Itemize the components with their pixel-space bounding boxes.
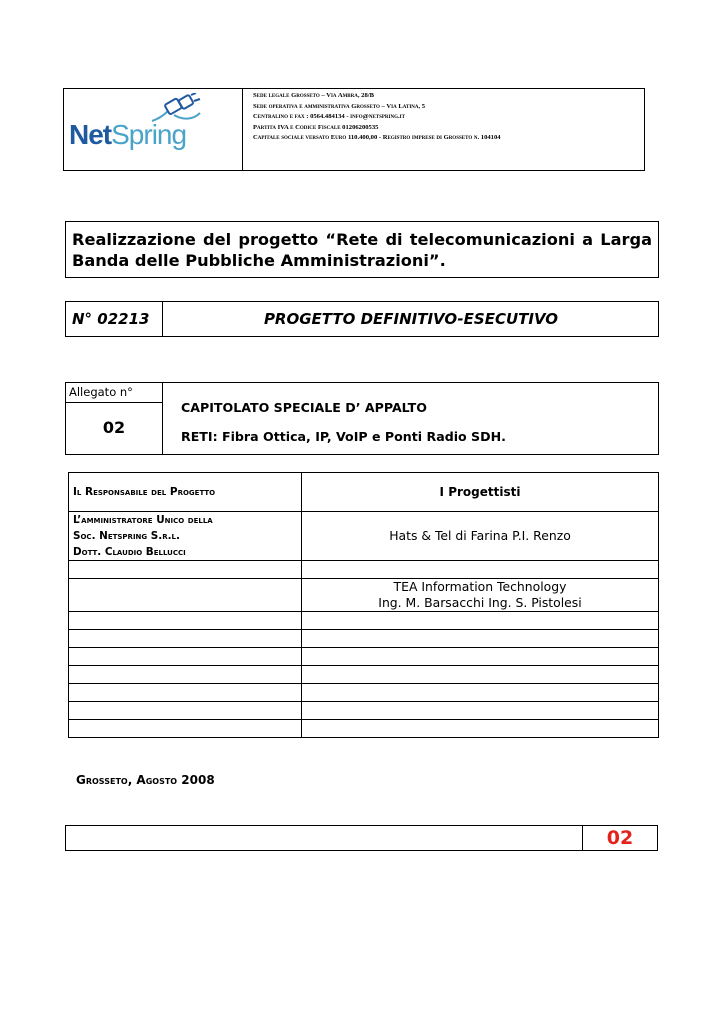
netspring-logo — [69, 119, 186, 151]
divider — [162, 383, 163, 454]
table-row — [69, 561, 659, 579]
responsabile-line: Dott. Claudio Bellucci — [73, 546, 186, 558]
table-cell — [69, 561, 302, 579]
info-line: Capitale sociale versato Euro 110.400,00 - Registro imprese di Grosseto n. 104104 — [253, 134, 501, 142]
attachment-number: 02 — [102, 418, 126, 437]
project-type: PROGETTO DEFINITIVO-ESECUTIVO — [263, 310, 559, 328]
table-cell — [302, 561, 659, 579]
logo-spring: Spring — [111, 119, 187, 150]
table-cell — [302, 612, 659, 630]
table-row — [69, 630, 659, 648]
col-header-responsabile: Il Responsabile del Progetto — [69, 473, 302, 512]
table-cell — [302, 630, 659, 648]
attachment-title: CAPITOLATO SPECIALE D’ APPALTO — [181, 400, 427, 415]
footer-box — [65, 825, 658, 851]
attachment-subtitle: RETI: Fibra Ottica, IP, VoIP e Ponti Radio SDH. — [181, 429, 506, 444]
table-cell — [69, 666, 302, 684]
table-cell — [302, 684, 659, 702]
progettista-line: TEA Information Technology — [393, 579, 567, 594]
project-number: N° 02213 — [72, 310, 150, 328]
footer-number: 02 — [606, 827, 634, 849]
info-line: Partita IVA e Codice Fiscale 01206200535 — [253, 123, 379, 131]
table-row — [69, 720, 659, 738]
table-row — [69, 702, 659, 720]
table-cell — [69, 720, 302, 738]
divider — [66, 402, 163, 403]
table-cell — [69, 630, 302, 648]
table-cell — [69, 579, 302, 612]
attachment-box — [65, 382, 659, 455]
responsibles-table — [68, 472, 659, 738]
progettista-cell: Hats & Tel di Farina P.I. Renzo — [302, 512, 659, 561]
progettista-cell — [302, 579, 659, 612]
company-info — [253, 91, 501, 144]
col-header-progettisti: I Progettisti — [302, 473, 659, 512]
project-number-box — [65, 301, 659, 337]
table-row — [69, 648, 659, 666]
info-line: Centralino e fax : 0564.484134 - info@netspring.it — [253, 113, 405, 121]
table-row — [69, 512, 659, 561]
logo-cell — [63, 89, 243, 170]
table-row — [69, 666, 659, 684]
project-title: Realizzazione del progetto “Rete di telecomunicazioni a Larga Banda delle Pubbliche Amministrazioni”. — [72, 230, 652, 270]
table-row — [69, 579, 659, 612]
progettista-line: Ing. M. Barsacchi Ing. S. Pistolesi — [378, 595, 582, 610]
place-date: Grosseto, Agosto 2008 — [76, 773, 215, 787]
table-cell — [302, 648, 659, 666]
table-cell — [69, 684, 302, 702]
table-cell — [69, 612, 302, 630]
responsabile-line: Soc. Netspring S.r.l. — [73, 530, 180, 542]
responsabile-cell — [69, 512, 302, 561]
info-line: Sede operativa e amministrativa Grosseto – Via Latina, 5 — [253, 102, 426, 110]
table-cell — [302, 720, 659, 738]
attachment-label: Allegato n° — [69, 385, 133, 399]
letterhead — [63, 88, 645, 171]
table-cell — [302, 666, 659, 684]
logo-net: Net — [69, 119, 112, 150]
table-row — [69, 612, 659, 630]
responsabile-line: L’amministratore Unico della — [73, 514, 213, 526]
table-cell — [69, 648, 302, 666]
table-header-row — [69, 473, 659, 512]
table-cell — [69, 702, 302, 720]
info-line: Sede legale Grosseto – Via Ambra, 28/B — [253, 92, 374, 99]
table-row — [69, 684, 659, 702]
project-title-box — [65, 221, 659, 278]
table-cell — [302, 702, 659, 720]
